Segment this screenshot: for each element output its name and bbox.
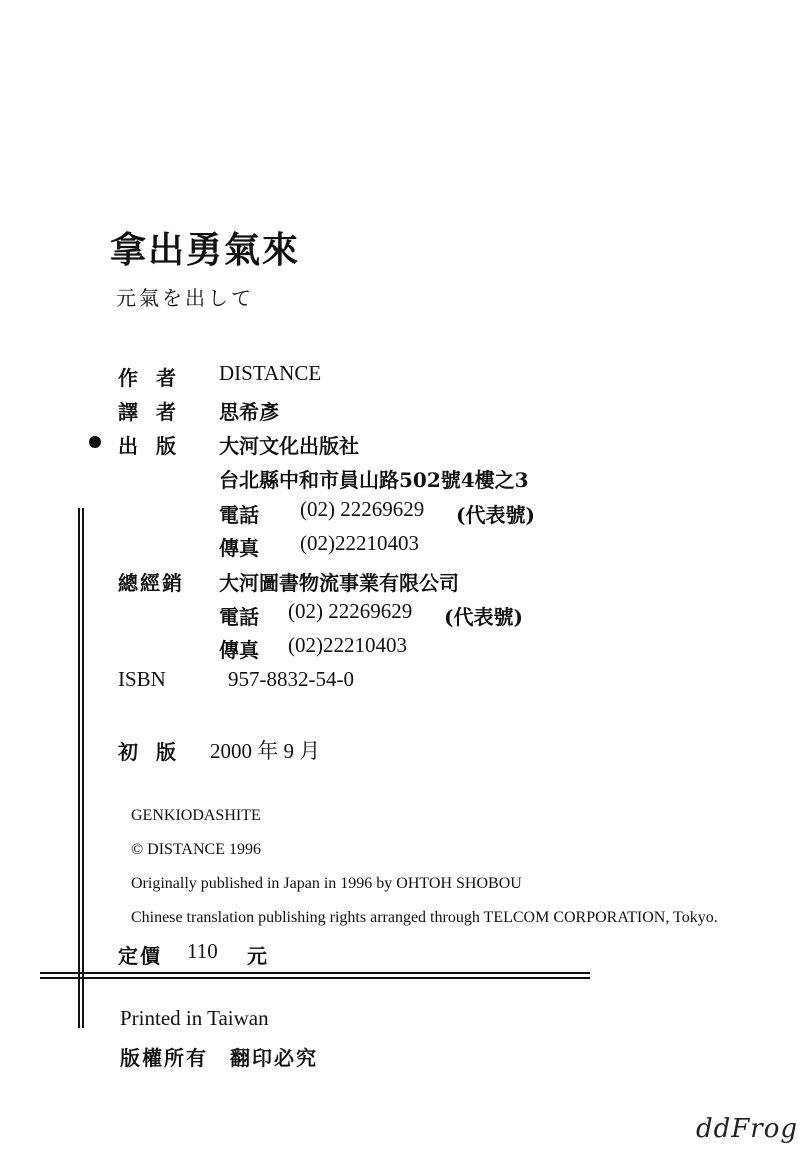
original-rights: Chinese translation publishing rights arranged through TELCOM CORPORATION, Tokyo. (131, 909, 718, 926)
author-label: 作者 (118, 366, 194, 390)
author-value: DISTANCE (219, 361, 322, 385)
publisher-phone-note: (代表號) (456, 503, 535, 527)
publisher-fax: (02)22210403 (300, 531, 419, 555)
printed-in: Printed in Taiwan (120, 1006, 269, 1030)
vertical-rule (78, 508, 80, 1028)
original-copyright: © DISTANCE 1996 (131, 841, 261, 858)
rights-reserved: 版權所有 翻印必究 (120, 1046, 318, 1070)
distributor-phone-note: (代表號) (444, 605, 523, 629)
distributor-fax: (02)22210403 (288, 633, 407, 657)
publisher-fax-label: 傳真 (219, 536, 259, 560)
first-edition-value: 2000 年 9 月 (210, 739, 321, 763)
original-title: GENKIODASHITE (131, 807, 261, 824)
price-unit: 元 (247, 944, 267, 968)
publisher-phone-label: 電話 (219, 503, 259, 527)
publisher-phone: (02) 22269629 (300, 497, 425, 521)
horizontal-rule-lower (40, 977, 590, 979)
distributor-phone-label: 電話 (219, 605, 259, 629)
distributor-phone: (02) 22269629 (288, 599, 413, 623)
distributor-name: 大河圖書物流事業有限公司 (219, 571, 459, 595)
book-title: 拿出勇氣來 (110, 230, 301, 271)
translator-value: 思希彥 (219, 400, 279, 424)
signature: ddFrog (695, 1114, 798, 1144)
isbn-label: ISBN (118, 667, 166, 691)
bullet-icon (89, 436, 101, 448)
first-edition-label: 初版 (118, 740, 194, 764)
book-subtitle: 元氣を出して (116, 286, 254, 310)
horizontal-rule (40, 972, 590, 974)
publisher-label: 出版 (118, 434, 194, 458)
price-value: 110 (187, 939, 218, 963)
publisher-address: 台北縣中和市員山路502號4樓之3 (219, 468, 529, 492)
price-label: 定價 (118, 944, 162, 968)
translator-label: 譯者 (118, 400, 194, 424)
isbn-value: 957-8832-54-0 (228, 667, 354, 691)
vertical-rule-inner (82, 508, 84, 1028)
distributor-fax-label: 傳真 (219, 638, 259, 662)
publisher-name: 大河文化出版社 (219, 434, 359, 458)
distributor-label: 總經銷 (118, 571, 184, 595)
original-published: Originally published in Japan in 1996 by OHTOH SHOBOU (131, 875, 522, 892)
